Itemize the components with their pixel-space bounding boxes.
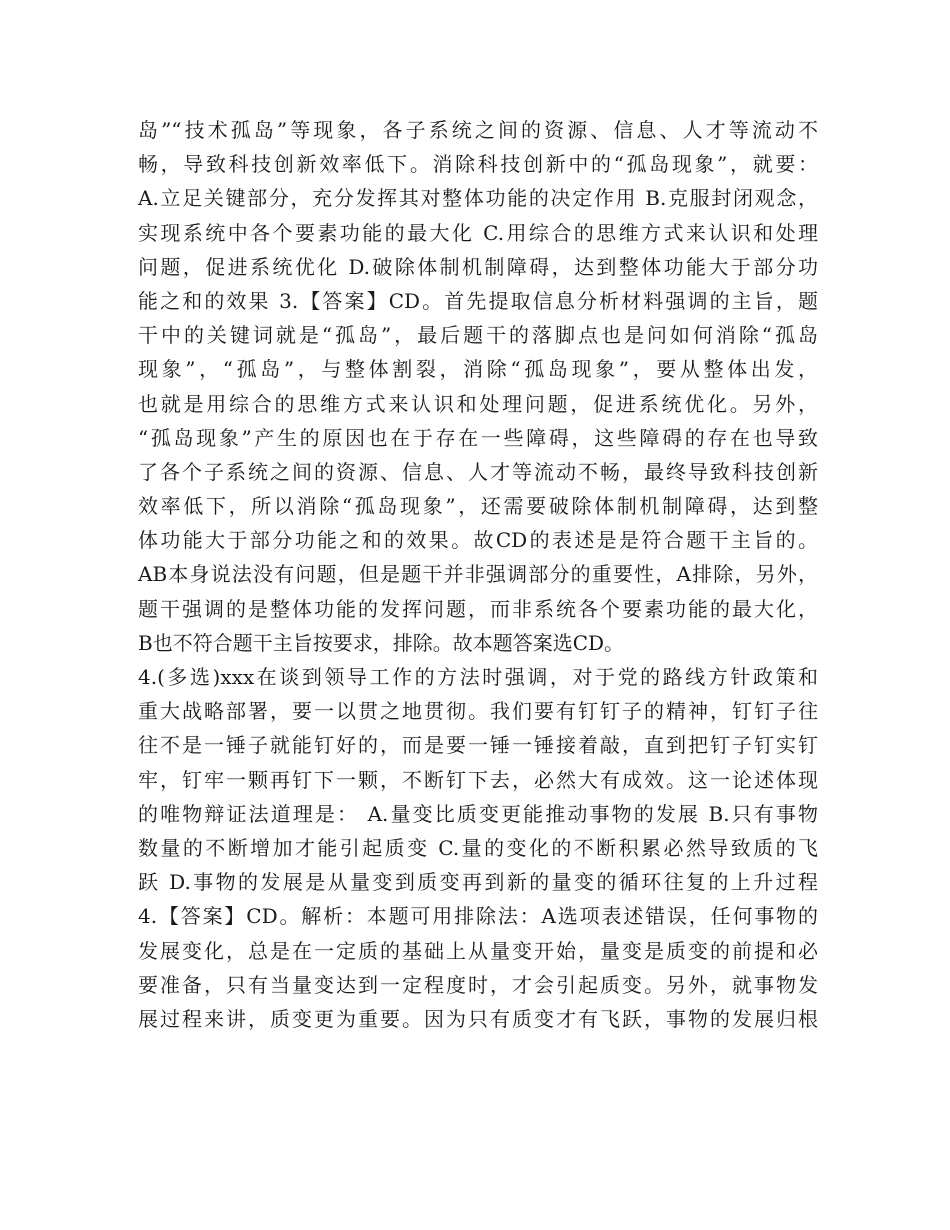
text-line: 重大战略部署，要一以贯之地贯彻。我们要有钉钉子的精神，钉钉子往	[138, 699, 818, 724]
text-line: 往不是一锤子就能钉好的，而是要一锤一锤接着敲，直到把钉子钉实钉	[138, 733, 818, 758]
document-body	[138, 113, 818, 1036]
text-line: 现象”，“孤岛”，与整体割裂，消除“孤岛现象”，要从整体出发，	[138, 357, 818, 382]
text-line: AB本身说法没有问题，但是题干并非强调部分的重要性，A排除，另外，	[138, 562, 818, 587]
text-line: A.立足关键部分，充分发挥其对整体功能的决定作用 B.克服封闭观念，	[138, 186, 818, 211]
text-line: B也不符合题干主旨按要求，排除。故本题答案选CD。	[138, 630, 625, 655]
text-line: 4.(多选)xxx在谈到领导工作的方法时强调，对于党的路线方针政策和	[138, 665, 818, 689]
text-line: 4.【答案】CD。解析：本题可用排除法：A选项表述错误，任何事物的	[138, 904, 818, 929]
text-line: 了各个子系统之间的资源、信息、人才等流动不畅，最终导致科技创新	[138, 459, 818, 484]
text-line: 跃 D.事物的发展是从量变到质变再到新的量变的循环往复的上升过程	[138, 870, 818, 895]
text-line: 干中的关键词就是“孤岛”，最后题干的落脚点也是问如何消除“孤岛	[138, 323, 818, 348]
text-line: 发展变化，总是在一定质的基础上从量变开始，量变是质变的前提和必	[138, 938, 818, 963]
text-line: 牢，钉牢一颗再钉下一颗，不断钉下去，必然大有成效。这一论述体现	[138, 767, 818, 792]
text-line: 的唯物辩证法道理是： A.量变比质变更能推动事物的发展 B.只有事物	[138, 801, 818, 826]
text-line: 展过程来讲，质变更为重要。因为只有质变才有飞跃，事物的发展归根	[138, 1006, 818, 1031]
text-line: 能之和的效果 3.【答案】CD。首先提取信息分析材料强调的主旨，题	[138, 288, 818, 313]
text-line: 也就是用综合的思维方式来认识和处理问题，促进系统优化。另外，	[138, 391, 818, 416]
text-line: “孤岛现象”产生的原因也在于存在一些障碍，这些障碍的存在也导致	[138, 425, 818, 450]
text-line: 实现系统中各个要素功能的最大化 C.用综合的思维方式来认识和处理	[138, 220, 818, 245]
text-line: 要准备，只有当量变达到一定程度时，才会引起质变。另外，就事物发	[138, 972, 818, 997]
text-line: 体功能大于部分功能之和的效果。故CD的表述是是符合题干主旨的。	[138, 528, 818, 553]
text-line: 效率低下，所以消除“孤岛现象”，还需要破除体制机制障碍，达到整	[138, 494, 818, 519]
text-line: 岛”“技术孤岛”等现象，各子系统之间的资源、信息、人才等流动不	[138, 118, 818, 142]
text-line: 问题，促进系统优化 D.破除体制机制障碍，达到整体功能大于部分功	[138, 254, 818, 279]
text-line: 题干强调的是整体功能的发挥问题，而非系统各个要素功能的最大化，	[138, 596, 818, 621]
text-line: 数量的不断增加才能引起质变 C.量的变化的不断积累必然导致质的飞	[138, 835, 818, 860]
text-line: 畅，导致科技创新效率低下。消除科技创新中的“孤岛现象”，就要：	[138, 152, 818, 177]
